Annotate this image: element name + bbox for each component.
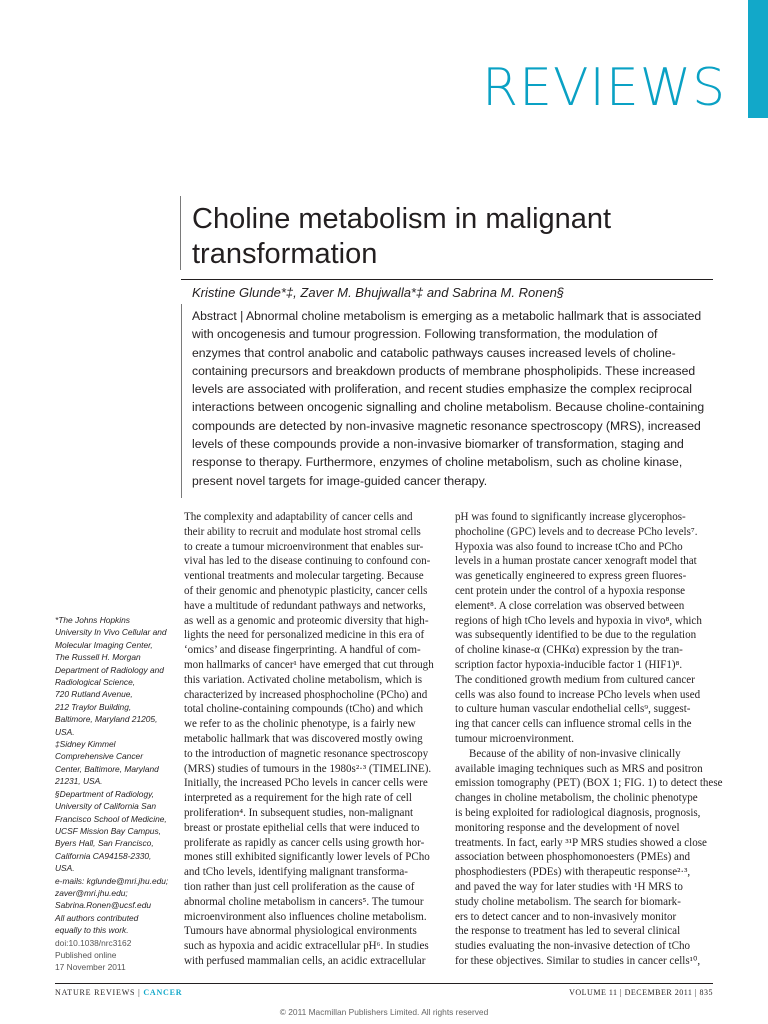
journal-section: CANCER	[143, 988, 183, 997]
text-line: as well as a genomic and proteomic diversity that high-	[184, 614, 429, 627]
text-line: tumour microenvironment.	[455, 732, 575, 745]
text-line: The Russell H. Morgan	[55, 652, 141, 663]
text-line: 720 Rutland Avenue,	[55, 689, 133, 700]
text-line: to the introduction of magnetic resonance spectroscopy	[184, 747, 429, 760]
text-line: of choline kinase-α (CHKα) expression by the tran-	[455, 644, 683, 657]
text-line: treatments. In fact, early ³¹P MRS studies showed a close	[455, 836, 707, 849]
text-line: the response to treatment has led to several clinical	[455, 925, 681, 938]
text-line: changes in choline metabolism, the cholinic phenotype	[455, 792, 698, 805]
footer-separator: |	[135, 988, 144, 997]
text-line: was genetically engineered to express green fluores-	[455, 570, 687, 583]
body-column-left	[184, 510, 442, 969]
text-line: phosphodiesters (PDEs) with therapeutic response²·³,	[455, 866, 691, 879]
text-line: Department of Radiology and	[55, 664, 164, 675]
text-line: vival has led to the disease continuing to confound con-	[184, 555, 431, 568]
text-line: studies evaluating the non-invasive detection of tCho	[455, 940, 690, 953]
text-line: Center, Baltimore, Maryland	[55, 763, 159, 774]
text-line: e-mails: kglunde@mri.jhu.edu;	[55, 875, 169, 886]
text-line: levels in a human prostate cancer xenograft model that	[455, 555, 697, 568]
text-line: Baltimore, Maryland 21205,	[55, 714, 158, 725]
text-line: ers to detect cancer and to non-invasively monitor	[455, 910, 677, 923]
text-line: have a multitude of redundant pathways and networks,	[184, 599, 426, 612]
text-line: to culture human vascular endothelial cells⁹, suggest-	[455, 703, 691, 716]
text-line: with perfused mammalian cells, an acidic extracellular	[184, 954, 426, 967]
text-line: ‡Sidney Kimmel	[55, 739, 116, 750]
text-line: The conditioned growth medium from cultured cancer	[455, 673, 695, 686]
text-line: 21231, USA.	[55, 776, 103, 787]
text-line: Initially, the increased PCho levels in cancer cells were	[184, 777, 428, 790]
text-line: their ability to recruit and modulate host stromal cells	[184, 525, 421, 538]
text-line: zaver@mri.jhu.edu;	[55, 887, 128, 898]
section-label: REVIEWS	[482, 58, 727, 118]
text-line: proliferation⁴. In subsequent studies, non-malignant	[184, 806, 414, 819]
text-line: Francisco School of Medicine,	[55, 813, 167, 824]
accent-bar	[748, 0, 768, 118]
text-line: monitoring response and the development of novel	[455, 821, 680, 834]
text-line: interpreted as a requirement for the high rate of cell	[184, 792, 412, 805]
text-line: was subsequently identified to be due to the regulation	[455, 629, 697, 642]
text-line: *The Johns Hopkins	[55, 615, 130, 625]
text-line: California CA94158-2330,	[55, 850, 152, 861]
text-line: element⁸. A close correlation was observed between	[455, 599, 685, 612]
text-line: mon hallmarks of cancer¹ have emerged that cut through	[184, 658, 434, 671]
text-line: metabolic hallmark that was discovered mostly owing	[184, 732, 423, 745]
text-line: tion rather than just cell proliferation as the cause of	[184, 880, 415, 893]
footer-journal	[55, 988, 182, 997]
text-line: of their genomic and phenotypic plasticity, cancer cells	[184, 584, 428, 597]
affiliation-lines	[55, 614, 175, 937]
footer-rule	[55, 983, 713, 984]
doi: doi:10.1038/nrc3162	[55, 937, 132, 948]
text-line: available imaging techniques such as MRS and positron	[455, 762, 703, 775]
text-line: UCSF Mission Bay Campus,	[55, 825, 161, 836]
body-column-right	[455, 510, 723, 969]
text-line: USA.	[55, 726, 75, 737]
article-title: Choline metabolism in malignant transformation	[192, 203, 612, 270]
text-line: lights the need for personalized medicine in this era of	[184, 629, 425, 642]
text-line: we refer to as the cholinic phenotype, is a fairly new	[184, 718, 416, 731]
text-line: emission tomography (PET) (BOX 1; FIG. 1) to detect these	[455, 777, 723, 790]
text-line: association between phosphomonoesters (PMEs) and	[455, 851, 691, 864]
text-line: characterized by increased phosphocholine (PCho) and	[184, 688, 428, 701]
text-line: this variation. Activated choline metabolism, which is	[184, 673, 423, 686]
text-line: pH was found to significantly increase glycerophos-	[455, 511, 686, 523]
text-line: University of California San	[55, 801, 157, 812]
text-line: abnormal choline metabolism in cancers⁵. The tumour	[184, 895, 424, 908]
text-line: Hypoxia was also found to increase tCho and PCho	[455, 540, 683, 553]
published-label: Published online	[55, 949, 117, 960]
volume-info: VOLUME 11 | DECEMBER 2011 | 835	[569, 988, 713, 997]
text-line: mones still exhibited significantly lower levels of PCho	[184, 851, 430, 864]
text-line: to create a tumour microenvironment that enables sur-	[184, 540, 424, 553]
text-line: ‘omics’ and disease fingerprinting. A handful of com-	[184, 644, 421, 657]
text-line: The complexity and adaptability of cancer cells and	[184, 511, 413, 523]
title-rule	[180, 196, 181, 270]
text-line: breast or prostate epithelial cells that were induced to	[184, 821, 420, 834]
body-paragraph	[184, 510, 442, 969]
copyright-notice: © 2011 Macmillan Publishers Limited. All rights reserved	[279, 1007, 489, 1017]
text-line: §Department of Radiology,	[55, 788, 155, 799]
text-line: is being exploited for radiological diagnosis, prognosis,	[455, 806, 701, 819]
published-date: 17 November 2011	[55, 962, 126, 973]
affiliations-sidebar	[55, 614, 175, 974]
text-line: for these objectives. Similar to studies in cancer cells¹⁰,	[455, 954, 701, 967]
text-line: ing that cancer cells can influence stromal cells in the	[455, 718, 692, 731]
journal-name: NATURE REVIEWS	[55, 988, 136, 997]
text-line: All authors contributed	[55, 912, 139, 923]
text-line: Sabrina.Ronen@ucsf.edu	[55, 900, 152, 911]
text-line: cent protein under the control of a hypoxia response	[455, 584, 686, 597]
text-line: (MRS) studies of tumours in the 1980s²·³ (TIMELINE).	[184, 762, 432, 775]
body-paragraph	[455, 747, 723, 969]
text-line: and tCho levels, identifying malignant transforma-	[184, 866, 408, 879]
text-line: Comprehensive Cancer	[55, 751, 143, 762]
author-list: Kristine Glunde*‡, Zaver M. Bhujwalla*‡ and Sabrina M. Ronen§	[192, 285, 565, 300]
text-line: Radiological Science,	[55, 677, 136, 688]
text-line: regions of high tCho levels and hypoxia in vivo⁸, which	[455, 614, 702, 627]
text-line: and paved the way for later studies with ¹H MRS to	[455, 880, 683, 893]
text-line: 212 Traylor Building,	[55, 701, 132, 712]
text-line: USA.	[55, 863, 75, 874]
text-line: such as hypoxia and acidic extracellular pH⁶. In studies	[184, 940, 429, 953]
text-line: microenvironment also influences choline metabolism.	[184, 910, 427, 923]
title-divider	[181, 279, 713, 280]
text-line: cells was also found to increase PCho levels when used	[455, 688, 701, 701]
text-line: Tumours have abnormal physiological environments	[184, 925, 417, 938]
text-line: equally to this work.	[55, 925, 129, 936]
text-line: University In Vivo Cellular and	[55, 627, 167, 638]
text-line: total choline-containing compounds (tCho) and which	[184, 703, 423, 716]
text-line: proliferate as rapidly as cancer cells using growth hor-	[184, 836, 425, 849]
text-line: study choline metabolism. The search for biomark-	[455, 895, 681, 908]
text-line: phocholine (GPC) levels and to decrease PCho levels⁷.	[455, 525, 698, 538]
text-line: Because of the ability of non-invasive clinically	[469, 747, 681, 760]
text-line: scription factor hypoxia-inducible factor 1 (HIF1)⁸.	[455, 658, 683, 671]
text-line: ventional treatments and molecular targeting. Because	[184, 570, 424, 583]
text-line: Byers Hall, San Francisco,	[55, 838, 154, 849]
body-paragraph	[455, 510, 715, 747]
abstract: Abstract | Abnormal choline metabolism is emerging as a metabolic hallmark that is associated with oncogenesis and tumour progression. Following transformation, the modulation of enzymes that control anabolic and catabolic pathways causes increased levels of choline-containing precursors and breakdown products of membrane phospholipids. These increased levels are associated with proliferation, and recent studies emphasize the complex reciprocal interactions between oncogenic signalling and choline metabolism. Because choline-containing compounds are detected by non-invasive magnetic resonance spectroscopy (MRS), increased levels of these compounds provide a non-invasive biomarker of transformation, staging and response to therapy. Furthermore, enzymes of choline metabolism, such as choline kinase, present novel targets for image-guided cancer therapy.	[192, 309, 705, 488]
text-line: Molecular Imaging Center,	[55, 639, 153, 650]
